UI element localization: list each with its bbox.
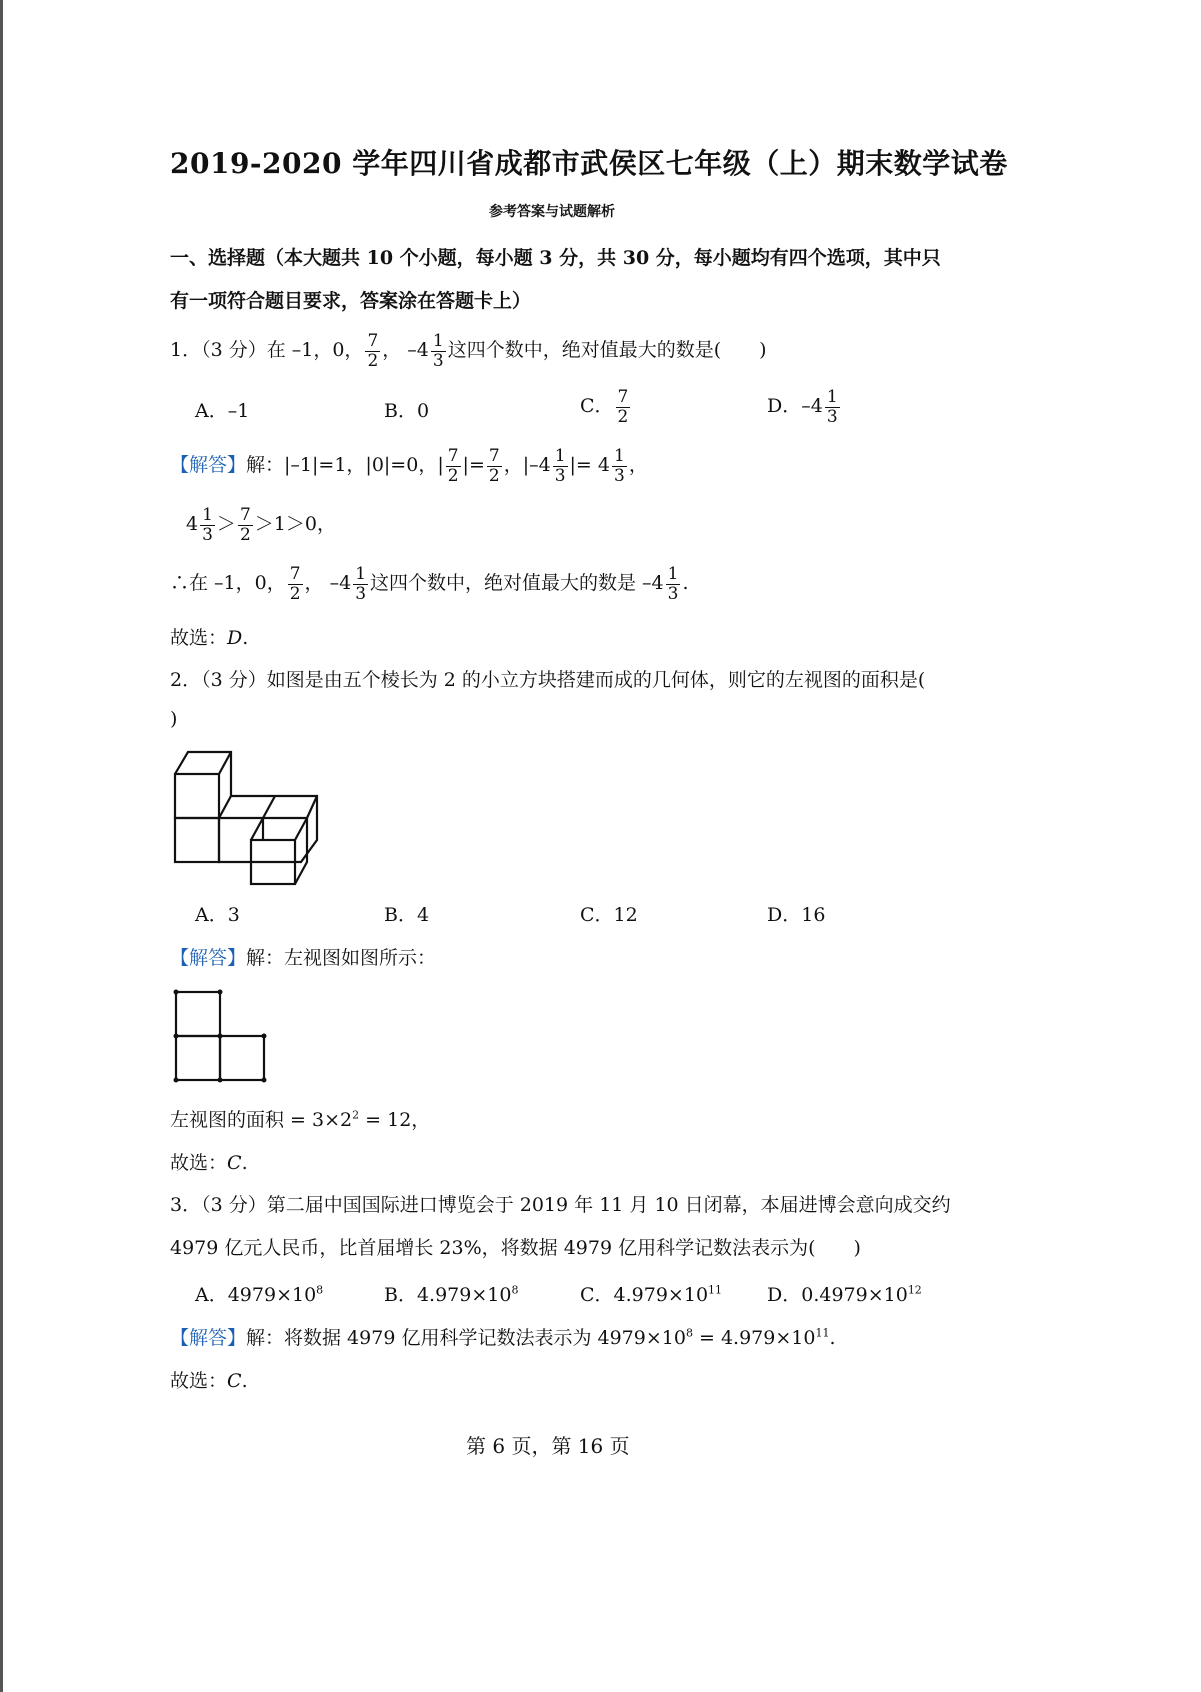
q1-choice: 故选：D. <box>170 627 249 649</box>
q1-option-a: A．–1 <box>195 400 250 422</box>
fraction-7-2: $\frac{7}{2}$ <box>367 330 379 371</box>
q2-cube-figure <box>168 744 328 892</box>
section-header-line1: 一、选择题（本大题共 10 个小题，每小题 3 分，共 30 分，每小题均有四个选项，其中只 <box>170 247 941 269</box>
answer-tag: 【解答】 <box>170 947 247 969</box>
q3-answer: 【解答】解：将数据 4979 亿用科学记数法表示为 $4979\times 10^8 = 4.979\times 10^{11}$. <box>170 1326 836 1349</box>
fraction-1-3: $\frac{1}{3}$ <box>355 563 367 604</box>
section-header-line2: 有一项符合题目要求，答案涂在答题卡上） <box>170 290 532 312</box>
q2-choice: 故选：C. <box>170 1152 248 1174</box>
fraction-1-3: $\frac{1}{3}$ <box>613 445 625 486</box>
answer-tag: 【解答】 <box>170 454 247 476</box>
q1-answer-line1: 【解答】解：|–1|=1，|0|=0，| $\frac{7}{2}$ |= $\frac{7}{2}$ ，|–4 $\frac{1}{3}$ |= 4 $\frac{1}{3}$ ， <box>170 445 648 486</box>
fraction-1-3: $\frac{1}{3}$ <box>202 504 213 545</box>
fraction-1-3: $\frac{1}{3}$ <box>667 563 679 604</box>
fraction-1-3: $\frac{1}{3}$ <box>554 445 566 486</box>
q2-stem-line1: 2．（3 分）如图是由五个棱长为 2 的小立方块搭建而成的几何体，则它的左视图的面积是( <box>170 669 926 691</box>
q3-option-a: A．$4979\times 10^8$ <box>195 1283 324 1306</box>
q2-option-a: A．3 <box>195 904 240 926</box>
fraction-7-2: $\frac{7}{2}$ <box>488 445 500 486</box>
page-edge <box>0 0 3 1692</box>
answer-tag: 【解答】 <box>170 1327 247 1349</box>
fraction-1-3: $\frac{1}{3}$ <box>826 386 838 427</box>
q2-option-b: B．4 <box>384 904 430 926</box>
q3-stem-line1: 3．（3 分）第二届中国国际进口博览会于 2019 年 11 月 10 日闭幕，本届进博会意向成交约 <box>170 1194 951 1216</box>
fraction-7-2: $\frac{7}{2}$ <box>239 504 251 545</box>
page-footer: 第 6 页，第 16 页 <box>466 1434 630 1458</box>
q2-stem-line2: ) <box>170 708 178 730</box>
q1-conclusion: ∴在 –1，0， $\frac{7}{2}$ ， –4 $\frac{1}{3}$ 这四个数中，绝对值最大的数是 –4 $\frac{1}{3}$ . <box>170 563 689 604</box>
q2-option-d: D．16 <box>767 904 826 926</box>
fraction-1-3: $\frac{1}{3}$ <box>432 330 444 371</box>
q2-left-view-figure <box>170 986 270 1086</box>
q1-answer-line2: 4 $\frac{1}{3}$ ＞ $\frac{7}{2}$ ＞1＞0， <box>186 504 336 545</box>
fraction-7-2: $\frac{7}{2}$ <box>289 563 301 604</box>
fraction-7-2: $\frac{7}{2}$ <box>617 386 629 427</box>
fraction-7-2: $\frac{7}{2}$ <box>447 445 459 486</box>
q2-option-c: C．12 <box>580 904 638 926</box>
q1-stem: 1．（3 分）在 –1，0， $\frac{7}{2}$ ， –4 $\frac{1}{3}$ 这四个数中，绝对值最大的数是( ) <box>170 330 767 371</box>
q3-option-c: C．$4.979\times 10^{11}$ <box>580 1283 723 1306</box>
doc-subtitle: 参考答案与试题解析 <box>489 204 615 220</box>
q1-option-b: B．0 <box>384 400 430 422</box>
q1-option-c: C． $\frac{7}{2}$ <box>580 386 629 427</box>
doc-title: 2019-2020 学年四川省成都市武侯区七年级（上）期末数学试卷 <box>170 147 1008 180</box>
q2-area-text: 左视图的面积 = $3\times 2^2 = 12$， <box>170 1108 431 1131</box>
q3-choice: 故选：C. <box>170 1370 248 1392</box>
q3-option-b: B．$4.979\times 10^8$ <box>384 1283 519 1306</box>
q1-option-d: D．–4 $\frac{1}{3}$ <box>767 386 838 427</box>
q3-option-d: D．$0.4979\times 10^{12}$ <box>767 1283 922 1306</box>
q3-stem-line2: 4979 亿元人民币，比首届增长 23%，将数据 4979 亿用科学记数法表示为( ) <box>170 1237 861 1259</box>
q2-answer: 【解答】解：左视图如图所示： <box>170 947 437 969</box>
